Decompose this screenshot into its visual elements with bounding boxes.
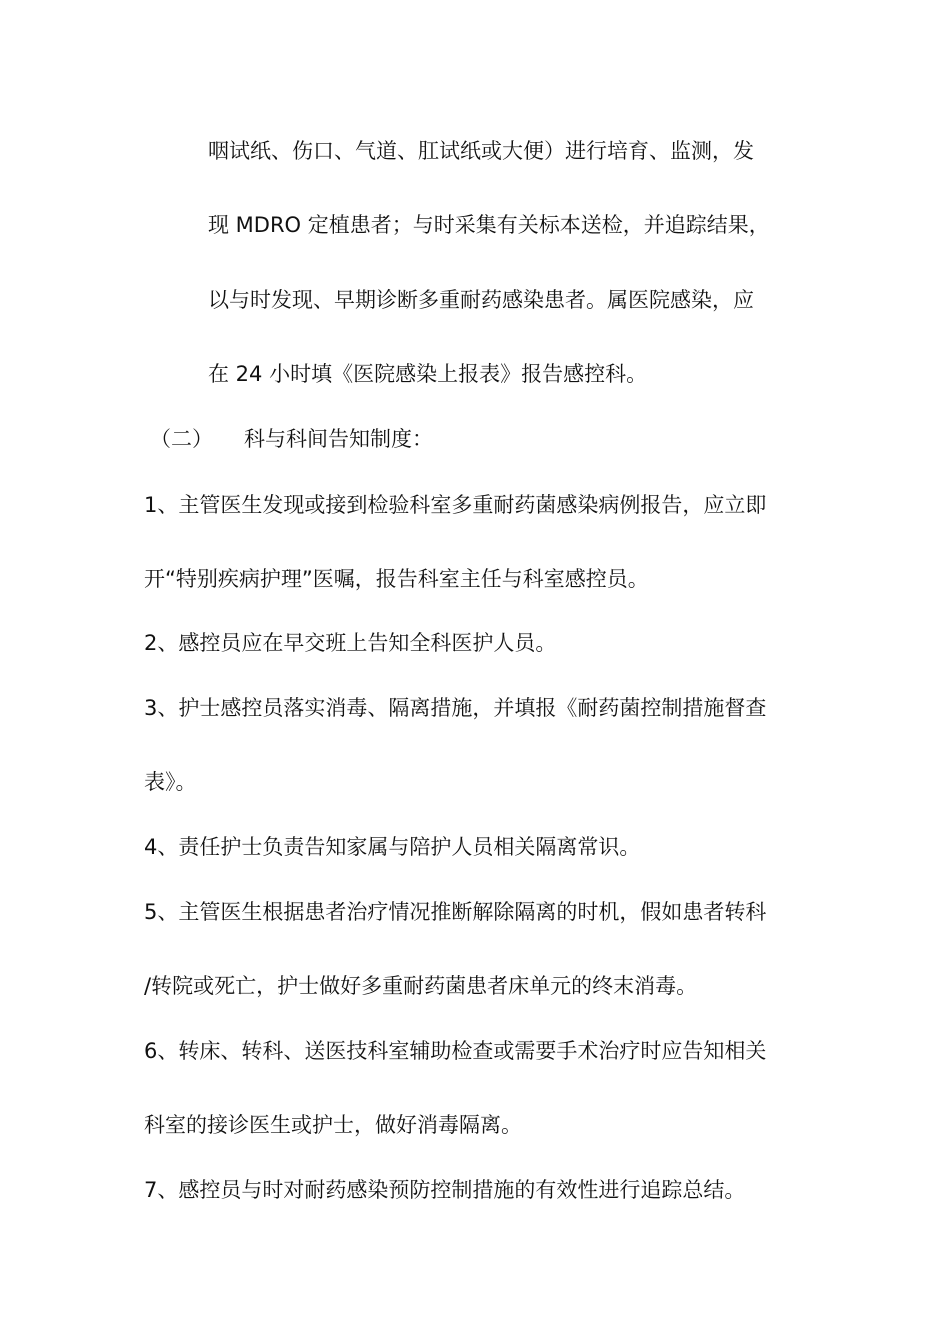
list-item-line: 1、主管医生发现或接到检验科室多重耐药菌感染病例报告，应立即 xyxy=(144,493,767,517)
section-title: 科与科间告知制度： xyxy=(244,427,433,451)
list-item-line: 表》。 xyxy=(144,770,197,794)
list-item-line: 2、感控员应在早交班上告知全科医护人员。 xyxy=(144,631,557,655)
list-item-line: 6、转床、转科、送医技科室辅助检查或需要手术治疗时应告知相关 xyxy=(144,1039,767,1063)
list-item-line: 开“特别疾病护理”医嘱，报告科室主任与科室感控员。 xyxy=(144,567,649,591)
paragraph-line: 咽试纸、伤口、气道、肛试纸或大便）进行培育、监测，发 xyxy=(208,139,754,163)
list-item-line: 3、护士感控员落实消毒、隔离措施，并填报《耐药菌控制措施督查 xyxy=(144,696,767,720)
list-item-line: 科室的接诊医生或护士，做好消毒隔离。 xyxy=(144,1113,522,1137)
paragraph-line: 以与时发现、早期诊断多重耐药感染患者。属医院感染，应 xyxy=(208,288,754,312)
list-item-line: 4、责任护士负责告知家属与陪护人员相关隔离常识。 xyxy=(144,835,641,859)
list-item-line: 7、感控员与时对耐药感染预防控制措施的有效性进行追踪总结。 xyxy=(144,1178,746,1202)
list-item-line: /转院或死亡，护士做好多重耐药菌患者床单元的终末消毒。 xyxy=(144,974,698,998)
list-item-line: 5、主管医生根据患者治疗情况推断解除隔离的时机，假如患者转科 xyxy=(144,900,767,924)
section-number: （二） xyxy=(150,427,213,451)
paragraph-line: 现 MDRO 定植患者；与时采集有关标本送检，并追踪结果， xyxy=(208,213,770,237)
paragraph-line: 在 24 小时填《医院感染上报表》报告感控科。 xyxy=(208,362,648,386)
